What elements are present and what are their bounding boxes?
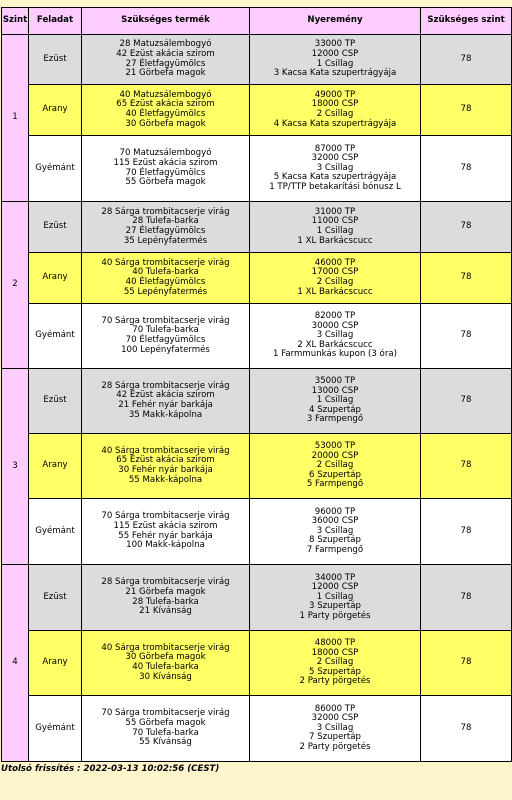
- table-row: [2, 565, 512, 631]
- products-cell: [82, 696, 250, 762]
- product-line: 70 Életfagyümölcs: [125, 335, 206, 345]
- header-row: [2, 8, 512, 35]
- header-required-level: Szükséges szint: [421, 8, 512, 35]
- product-line: 55 Kívánság: [139, 737, 192, 748]
- product-line: 40 Sárga trombitacserje virág: [101, 445, 230, 456]
- header-level: Szint: [2, 8, 29, 35]
- product-line: 70 Tulefa-barka: [132, 325, 199, 336]
- reward-line: 1 Csillag: [316, 226, 354, 236]
- products-cell: [82, 499, 250, 565]
- required-level-cell: 78: [421, 136, 512, 202]
- rewards-cell: [250, 136, 421, 202]
- reward-line: 31000 TP: [314, 206, 356, 217]
- product-line: 70 Életfagyümölcs: [125, 167, 206, 178]
- reward-line: 8 Szupertáp: [309, 535, 361, 546]
- rewards-cell: [250, 565, 421, 631]
- reward-line: 18000 CSP: [311, 99, 359, 110]
- task-cell: Ezüst: [29, 565, 82, 631]
- products-cell: [82, 85, 250, 136]
- reward-line: 1 XL Barkácscucc: [297, 235, 373, 246]
- rewards-cell: [250, 696, 421, 762]
- required-level-cell: 78: [421, 696, 512, 762]
- reward-line: 86000 TP: [314, 703, 356, 714]
- rewards-table: [1, 7, 512, 762]
- table-row: [2, 499, 512, 565]
- product-line: 115 Ezüst akácia szirom: [113, 520, 218, 531]
- reward-line: 2 Csillag: [316, 657, 354, 668]
- required-level-cell: 78: [421, 35, 512, 85]
- reward-line: 32000 CSP: [311, 713, 359, 724]
- product-line: 28 Sárga trombitacserje virág: [101, 380, 230, 391]
- task-cell: Ezüst: [29, 369, 82, 434]
- product-line: 28 Sárga trombitacserje virág: [101, 206, 230, 217]
- level-cell: 4: [2, 565, 29, 762]
- product-line: 35 Makk-kápolna: [128, 409, 203, 420]
- product-line: 42 Ezüst akácia szirom: [116, 390, 215, 401]
- reward-line: 3 Csillag: [316, 722, 354, 733]
- reward-line: 2 Csillag: [316, 277, 354, 287]
- reward-line: 2 Csillag: [316, 109, 354, 119]
- reward-line: 5 Kacsa Kata szupertrágyája: [273, 172, 397, 183]
- required-level-cell: 78: [421, 85, 512, 136]
- rewards-cell: [250, 253, 421, 304]
- header-task: Feladat: [29, 8, 82, 35]
- header-rewards: Nyeremény: [250, 8, 421, 35]
- product-line: 65 Ezüst akácia szirom: [116, 455, 215, 466]
- reward-line: 2 XL Barkácscucc: [297, 339, 373, 350]
- product-line: 27 Életfagyümölcs: [125, 226, 206, 236]
- reward-line: 46000 TP: [314, 257, 356, 268]
- products-cell: [82, 434, 250, 499]
- reward-line: 87000 TP: [314, 143, 356, 154]
- product-line: 21 Kívánság: [139, 606, 192, 617]
- product-line: 35 Lepényfatermés: [123, 235, 208, 246]
- table-row: [2, 434, 512, 499]
- rewards-cell: [250, 35, 421, 85]
- required-level-cell: 78: [421, 565, 512, 631]
- products-cell: [82, 35, 250, 85]
- header-products: Szükséges termék: [82, 8, 250, 35]
- table-body: [2, 35, 512, 762]
- reward-line: 1 XL Barkácscucc: [297, 286, 373, 297]
- reward-line: 82000 TP: [314, 311, 356, 322]
- product-line: 21 Görbefa magok: [125, 68, 206, 79]
- product-line: 40 Tulefa-barka: [132, 267, 199, 278]
- reward-line: 20000 CSP: [311, 450, 359, 461]
- table-row: [2, 35, 512, 85]
- reward-line: 3 Csillag: [316, 525, 354, 536]
- rewards-cell: [250, 434, 421, 499]
- reward-line: 3 Szupertáp: [309, 601, 361, 612]
- table-row: [2, 253, 512, 304]
- product-line: 30 Kívánság: [139, 671, 192, 682]
- table-row: [2, 136, 512, 202]
- product-line: 40 Életfagyümölcs: [125, 109, 206, 119]
- reward-line: 48000 TP: [314, 638, 356, 649]
- reward-line: 30000 CSP: [311, 320, 359, 331]
- products-cell: [82, 253, 250, 304]
- products-cell: [82, 369, 250, 434]
- reward-line: 5 Farmpengő: [306, 479, 364, 490]
- reward-line: 11000 CSP: [311, 216, 359, 227]
- products-cell: [82, 136, 250, 202]
- level-cell: 1: [2, 35, 29, 202]
- rewards-cell: [250, 202, 421, 253]
- rewards-cell: [250, 304, 421, 369]
- rewards-cell: [250, 631, 421, 696]
- reward-line: 2 Party pörgetés: [299, 676, 371, 687]
- reward-line: 3 Csillag: [316, 330, 354, 341]
- table-row: [2, 696, 512, 762]
- product-line: 55 Lepényfatermés: [123, 286, 208, 297]
- product-line: 70 Sárga trombitacserje virág: [101, 315, 230, 326]
- product-line: 55 Makk-kápolna: [128, 474, 203, 485]
- table-row: [2, 631, 512, 696]
- table-row: [2, 304, 512, 369]
- reward-line: 53000 TP: [314, 441, 356, 452]
- reward-line: 49000 TP: [314, 89, 356, 100]
- reward-line: 32000 CSP: [311, 153, 359, 164]
- required-level-cell: 78: [421, 631, 512, 696]
- product-line: 28 Tulefa-barka: [132, 596, 199, 607]
- reward-line: 1 Farmmunkás kupon (3 óra): [273, 349, 397, 360]
- product-line: 30 Fehér nyár barkája: [118, 465, 213, 475]
- reward-line: 1 Csillag: [316, 395, 354, 406]
- rewards-cell: [250, 85, 421, 136]
- reward-line: 17000 CSP: [311, 267, 359, 278]
- product-line: 55 Görbefa magok: [125, 717, 206, 728]
- product-line: 70 Sárga trombitacserje virág: [101, 708, 230, 719]
- product-line: 28 Tulefa-barka: [132, 216, 199, 227]
- task-cell: Ezüst: [29, 202, 82, 253]
- product-line: 55 Görbefa magok: [125, 177, 206, 188]
- product-line: 21 Fehér nyár barkája: [118, 400, 213, 410]
- task-cell: Gyémánt: [29, 304, 82, 369]
- required-level-cell: 78: [421, 434, 512, 499]
- required-level-cell: 78: [421, 202, 512, 253]
- products-cell: [82, 304, 250, 369]
- product-line: 55 Fehér nyár barkája: [118, 530, 213, 541]
- reward-line: 1 Csillag: [316, 58, 354, 69]
- reward-line: 4 Szupertáp: [309, 404, 361, 415]
- reward-line: 13000 CSP: [311, 385, 359, 396]
- task-cell: Gyémánt: [29, 136, 82, 202]
- reward-line: 6 Szupertáp: [309, 469, 361, 480]
- reward-line: 4 Kacsa Kata szupertrágyája: [273, 118, 397, 129]
- products-cell: [82, 565, 250, 631]
- reward-line: 34000 TP: [314, 572, 356, 583]
- rewards-cell: [250, 499, 421, 565]
- reward-line: 35000 TP: [314, 376, 356, 387]
- required-level-cell: 78: [421, 369, 512, 434]
- required-level-cell: 78: [421, 499, 512, 565]
- task-cell: Arany: [29, 434, 82, 499]
- table-row: [2, 202, 512, 253]
- reward-line: 5 Szupertáp: [309, 666, 361, 677]
- product-line: 65 Ezüst akácia szirom: [116, 99, 215, 110]
- product-line: 40 Tulefa-barka: [132, 662, 199, 672]
- reward-line: 1 TP/TTP betakarítási bónusz L: [269, 181, 401, 192]
- required-level-cell: 78: [421, 253, 512, 304]
- product-line: 40 Sárga trombitacserje virág: [101, 257, 230, 268]
- product-line: 42 Ezüst akácia szirom: [116, 48, 215, 59]
- product-line: 100 Makk-kápolna: [126, 540, 205, 551]
- product-line: 40 Sárga trombitacserje virág: [101, 642, 230, 653]
- reward-line: 7 Farmpengő: [306, 544, 364, 555]
- reward-line: 7 Szupertáp: [309, 732, 361, 743]
- task-cell: Gyémánt: [29, 696, 82, 762]
- reward-line: 18000 CSP: [311, 647, 359, 658]
- last-updated: Utolsó frissítés : 2022-03-13 10:02:56 (CEST): [1, 764, 220, 774]
- reward-line: 96000 TP: [314, 506, 356, 517]
- reward-line: 36000 CSP: [311, 516, 359, 527]
- reward-line: 33000 TP: [314, 39, 356, 50]
- product-line: 40 Életfagyümölcs: [125, 277, 206, 287]
- products-cell: [82, 631, 250, 696]
- reward-line: 3 Csillag: [316, 162, 354, 173]
- product-line: 115 Ezüst akácia szirom: [113, 157, 218, 168]
- task-cell: Gyémánt: [29, 499, 82, 565]
- products-cell: [82, 202, 250, 253]
- product-line: 28 Sárga trombitacserje virág: [101, 577, 230, 588]
- reward-line: 3 Farmpengő: [306, 414, 364, 425]
- reward-line: 12000 CSP: [311, 48, 359, 59]
- product-line: 70 Tulefa-barka: [132, 727, 199, 738]
- reward-line: 3 Kacsa Kata szupertrágyája: [273, 68, 397, 79]
- task-cell: Arany: [29, 85, 82, 136]
- task-cell: Arany: [29, 631, 82, 696]
- product-line: 30 Görbefa magok: [125, 652, 206, 663]
- level-cell: 3: [2, 369, 29, 565]
- product-line: 70 Sárga trombitacserje virág: [101, 511, 230, 522]
- product-line: 21 Görbefa magok: [125, 586, 206, 597]
- task-cell: Ezüst: [29, 35, 82, 85]
- reward-line: 2 Party pörgetés: [299, 741, 371, 752]
- reward-line: 2 Csillag: [316, 460, 354, 471]
- reward-line: 1 Csillag: [316, 591, 354, 602]
- level-cell: 2: [2, 202, 29, 369]
- product-line: 100 Lepényfatermés: [121, 344, 210, 355]
- product-line: 28 Matuzsálembogyó: [119, 39, 212, 50]
- task-cell: Arany: [29, 253, 82, 304]
- table-row: [2, 369, 512, 434]
- product-line: 30 Görbefa magok: [125, 118, 206, 129]
- product-line: 70 Matuzsálembogyó: [119, 148, 212, 159]
- reward-line: 12000 CSP: [311, 582, 359, 593]
- product-line: 40 Matuzsálembogyó: [119, 89, 212, 100]
- rewards-cell: [250, 369, 421, 434]
- reward-line: 1 Party pörgetés: [299, 610, 371, 621]
- table-row: [2, 85, 512, 136]
- product-line: 27 Életfagyümölcs: [125, 58, 206, 69]
- required-level-cell: 78: [421, 304, 512, 369]
